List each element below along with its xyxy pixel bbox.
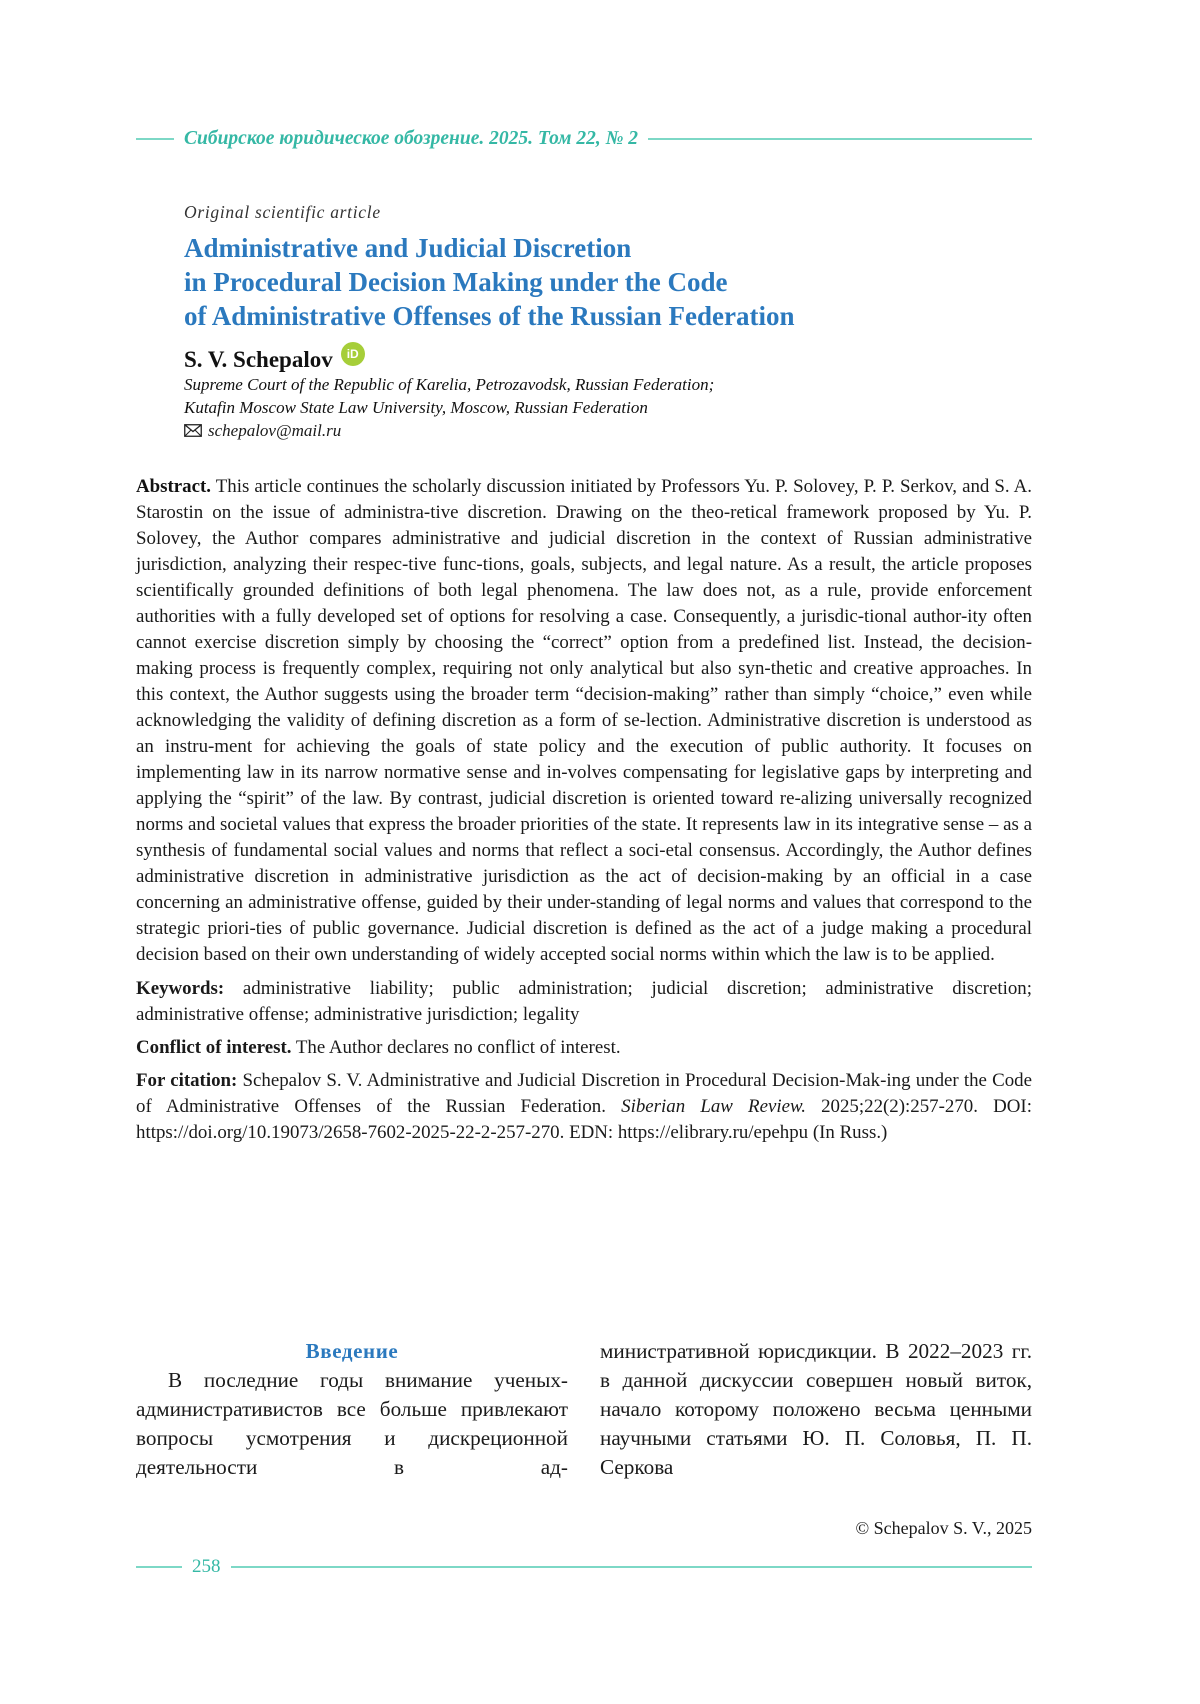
- journal-title: Сибирское юридическое обозрение. 2025. Том 22, № 2: [184, 128, 639, 149]
- right-column: [600, 1337, 1032, 1482]
- page-footer: [136, 1556, 1032, 1578]
- abstract-label: Abstract.: [136, 476, 212, 497]
- conflict-text: The Author declares no conflict of interest.: [295, 1037, 621, 1058]
- author-name: S. V. Schepalov: [184, 347, 333, 372]
- header-rule-right: [648, 138, 1032, 140]
- citation-doi[interactable]: 2025;22(2):257-270. DOI: https://doi.org/10.19073/2658-7602-2025-22-2-257-270. EDN: https://elibrary.ru/epehpu (In Russ.): [136, 1096, 1032, 1143]
- abstract-block: [136, 474, 1032, 1146]
- affiliation: Supreme Court of the Republic of Karelia, Petrozavodsk, Russian Federation;: [184, 375, 715, 394]
- page-number: 258: [192, 1556, 221, 1577]
- article-type: Original scientific article: [184, 202, 381, 222]
- abstract-text: This article continues the scholarly discussion initiated by Professors Yu. P. Solovey, P. P. Serkov, and S. A. Starostin on the issue of administra-tive discretion. Drawing on the theo-retical framework proposed by Yu. P. Solovey, the Author compares administrative and judicial discretion in the context of Russian administrative jurisdiction, analyzing their respec-tive func-tions, goals, subjects, and legal nature. As a result, the article proposes scientifically grounded definitions of both legal phenomena. The law does not, as a rule, provide enforcement authorities with a fully developed set of options for resolving a case. Consequently, a jurisdic-tional author-ity often cannot exercise discretion simply by choosing the “correct” option from a predefined list. Instead, the decision-making process is frequently complex, requiring not only analytical but also syn-thetic and creative approaches. In this context, the Author suggests using the broader term “decision-making” rather than simply “choice,” even while acknowledging the validity of defining discretion as a form of se-lection. Administrative discretion is understood as an instru-ment for achieving the goals of state policy and the execution of public authority. It focuses on implementing law in its narrow normative sense and in-volves compensating for legislative gaps by interpreting and applying the “spirit” of the law. By contrast, judicial discretion is oriented toward re-alizing universally recognized norms and societal values that express the broader priorities of the state. It represents law in its integrative sense – as a synthesis of fundamental social values and norms that reflect a soci-etal consensus. Accordingly, the Author defines administrative discretion in administrative jurisdiction as the act of decision-making by an official in a case concerning an administrative offense, guided by their under-standing of legal norms and values that correspond to the strategic priori-ties of public governance. Judicial discretion is defined as the act of a judge making a procedural decision based on their own understanding of widely accepted social norms within which the law is to be applied.: [136, 476, 1032, 965]
- section-heading: Введение: [305, 1339, 399, 1363]
- conflict-label: Conflict of interest.: [136, 1037, 292, 1058]
- author-email[interactable]: schepalov@mail.ru: [208, 421, 342, 440]
- keywords-label: Keywords:: [136, 978, 225, 999]
- email-row: [184, 419, 1024, 442]
- citation-journal: Siberian Law Review.: [621, 1096, 806, 1117]
- conflict-of-interest: [136, 1035, 1032, 1061]
- affiliation: Kutafin Moscow State Law University, Moscow, Russian Federation: [184, 398, 648, 417]
- citation-label: For citation:: [136, 1070, 238, 1091]
- title-line: Administrative and Judicial Discretion: [184, 233, 632, 263]
- footer-rule-left: [136, 1566, 182, 1568]
- body-paragraph: министративной юрисдикции. В 2022–2023 гг. в данной дискуссии совершен новый виток, начало которому положено весьма ценными научными статьями Ю. П. Соловья, П. П. Серкова: [600, 1339, 1032, 1479]
- body-paragraph: В последние годы внимание ученых-административистов все больше привлекают вопросы усмотрения и дискреционной деятельности в ад-: [136, 1368, 568, 1479]
- article-title: [184, 231, 1024, 333]
- abstract: [136, 474, 1032, 968]
- copyright: © Schepalov S. V., 2025: [855, 1518, 1032, 1538]
- keywords-text: administrative liability; public administration; judicial discretion; administrative discretion; administrative offense; administrative jurisdiction; legality: [136, 978, 1032, 1025]
- left-column: [136, 1337, 568, 1482]
- running-header: [136, 128, 1032, 150]
- citation-text: Schepalov S. V. Administrative and Judicial Discretion in Procedural Decision-Mak-ing under the Code of Administrative Offenses of the Russian Federation.: [136, 1070, 1032, 1117]
- title-line: of Administrative Offenses of the Russian Federation: [184, 301, 795, 331]
- mail-icon: [184, 424, 202, 437]
- author-line: [184, 347, 1024, 373]
- front-matter: [184, 202, 1024, 442]
- orcid-icon[interactable]: iD: [341, 342, 365, 366]
- title-line: in Procedural Decision Making under the Code: [184, 267, 728, 297]
- citation: [136, 1068, 1032, 1146]
- footer-rule-right: [231, 1566, 1033, 1568]
- keywords: [136, 976, 1032, 1028]
- header-rule-left: [136, 138, 174, 140]
- body-columns: [136, 1337, 1032, 1482]
